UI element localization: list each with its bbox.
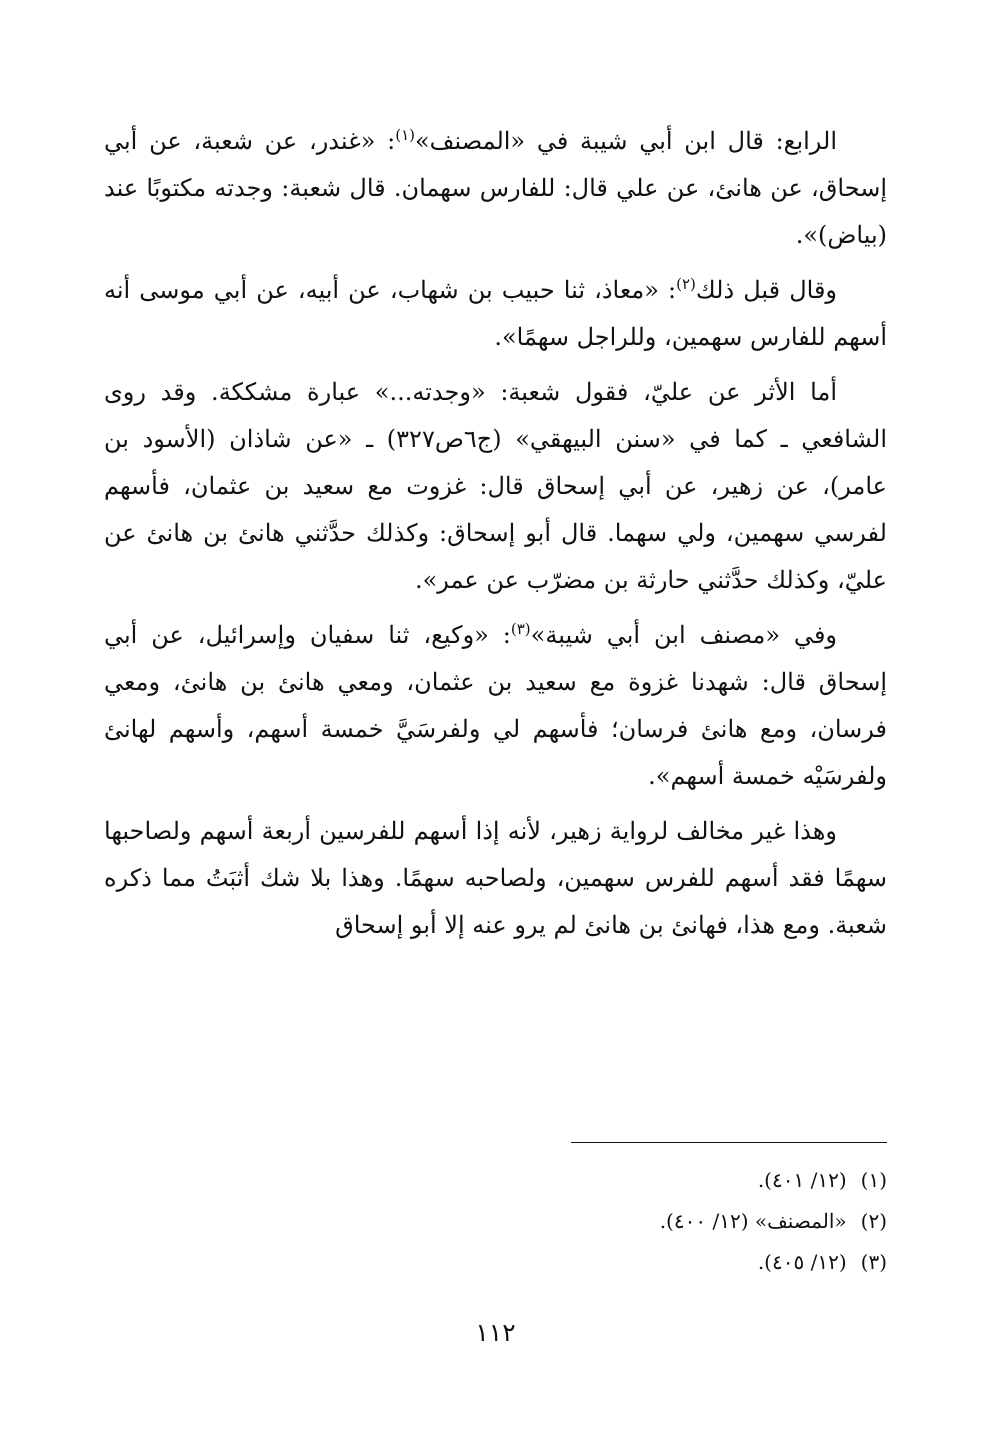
footnote-marker: (٢) [676,275,696,293]
paragraph-4 [104,612,887,800]
paragraph-text: وهذا غير مخالف لرواية زهير، لأنه إذا أسهم للفرسين أربعة أسهم ولصاحبها سهمًا فقد أسهم للفرس سهمين، ولصاحبه سهمًا. وهذا بلا شك أثبَتُ مما ذكره شعبة. ومع هذا، فهانئ بن هانئ لم يرو عنه إلا أبو إسحاق [104,817,887,939]
paragraph-text: وفي «مصنف ابن أبي شيبة» [530,621,838,649]
footnote-text: «المصنف» (١٢/ ٤٠٠). [659,1209,847,1233]
footnote-text: (١٢/ ٤٠٥). [757,1250,847,1274]
footnote-number: (١) [860,1168,887,1192]
paragraph-3 [104,369,887,604]
paragraph-text: وقال قبل ذلك [695,276,838,304]
footnotes [104,1160,887,1283]
page-number: ١١٢ [475,1318,516,1347]
footnote-divider [571,1142,887,1143]
paragraph-2 [104,267,887,361]
paragraph-5 [104,808,887,949]
footnote-3 [104,1242,887,1283]
footnote-marker: (١) [395,126,415,144]
footnote-1 [104,1160,887,1201]
paragraph-text: : «وكيع، ثنا سفيان وإسرائيل، عن أبي إسحاق قال: شهدنا غزوة مع سعيد بن عثمان، ومعي هانئ بن هانئ، ومعي فرسان، ومع هانئ فرسان؛ فأسهم لي ولفرسَيَّ خمسة أسهم، وأسهم لهانئ ولفرسَيْه خمسة أسهم». [104,621,887,790]
paragraph-text: : «معاذ، ثنا حبيب بن شهاب، عن أبيه، عن أبي موسى أنه أسهم للفارس سهمين، وللراجل سهمًا». [104,276,887,351]
paragraph-text: أما الأثر عن عليّ، فقول شعبة: «وجدته...» عبارة مشككة. وقد روى الشافعي ـ كما في «سنن البيهقي» (ج٦ص٣٢٧) ـ «عن شاذان (الأسود بن عامر)، عن زهير، عن أبي إسحاق قال: غزوت مع سعيد بن عثمان، فأسهم لفرسي سهمين، ولي سهما. قال أبو إسحاق: وكذلك حدَّثني هانئ بن هانئ عن عليّ، وكذلك حدَّثني حارثة بن مضرّب عن عمر». [104,378,887,594]
paragraph-1 [104,118,887,259]
footnote-number: (٢) [860,1209,887,1233]
footnote-number: (٣) [860,1250,887,1274]
footnote-2 [104,1201,887,1242]
main-text [104,118,887,957]
paragraph-text: الرابع: قال ابن أبي شيبة في «المصنف» [414,127,838,155]
footnote-text: (١٢/ ٤٠١). [757,1168,847,1192]
footnote-marker: (٣) [510,620,531,638]
paragraph-text: : «غندر، عن شعبة، عن أبي إسحاق، عن هانئ، عن علي قال: للفارس سهمان. قال شعبة: وجدته مكتوبًا عند (بياض)». [104,127,887,249]
